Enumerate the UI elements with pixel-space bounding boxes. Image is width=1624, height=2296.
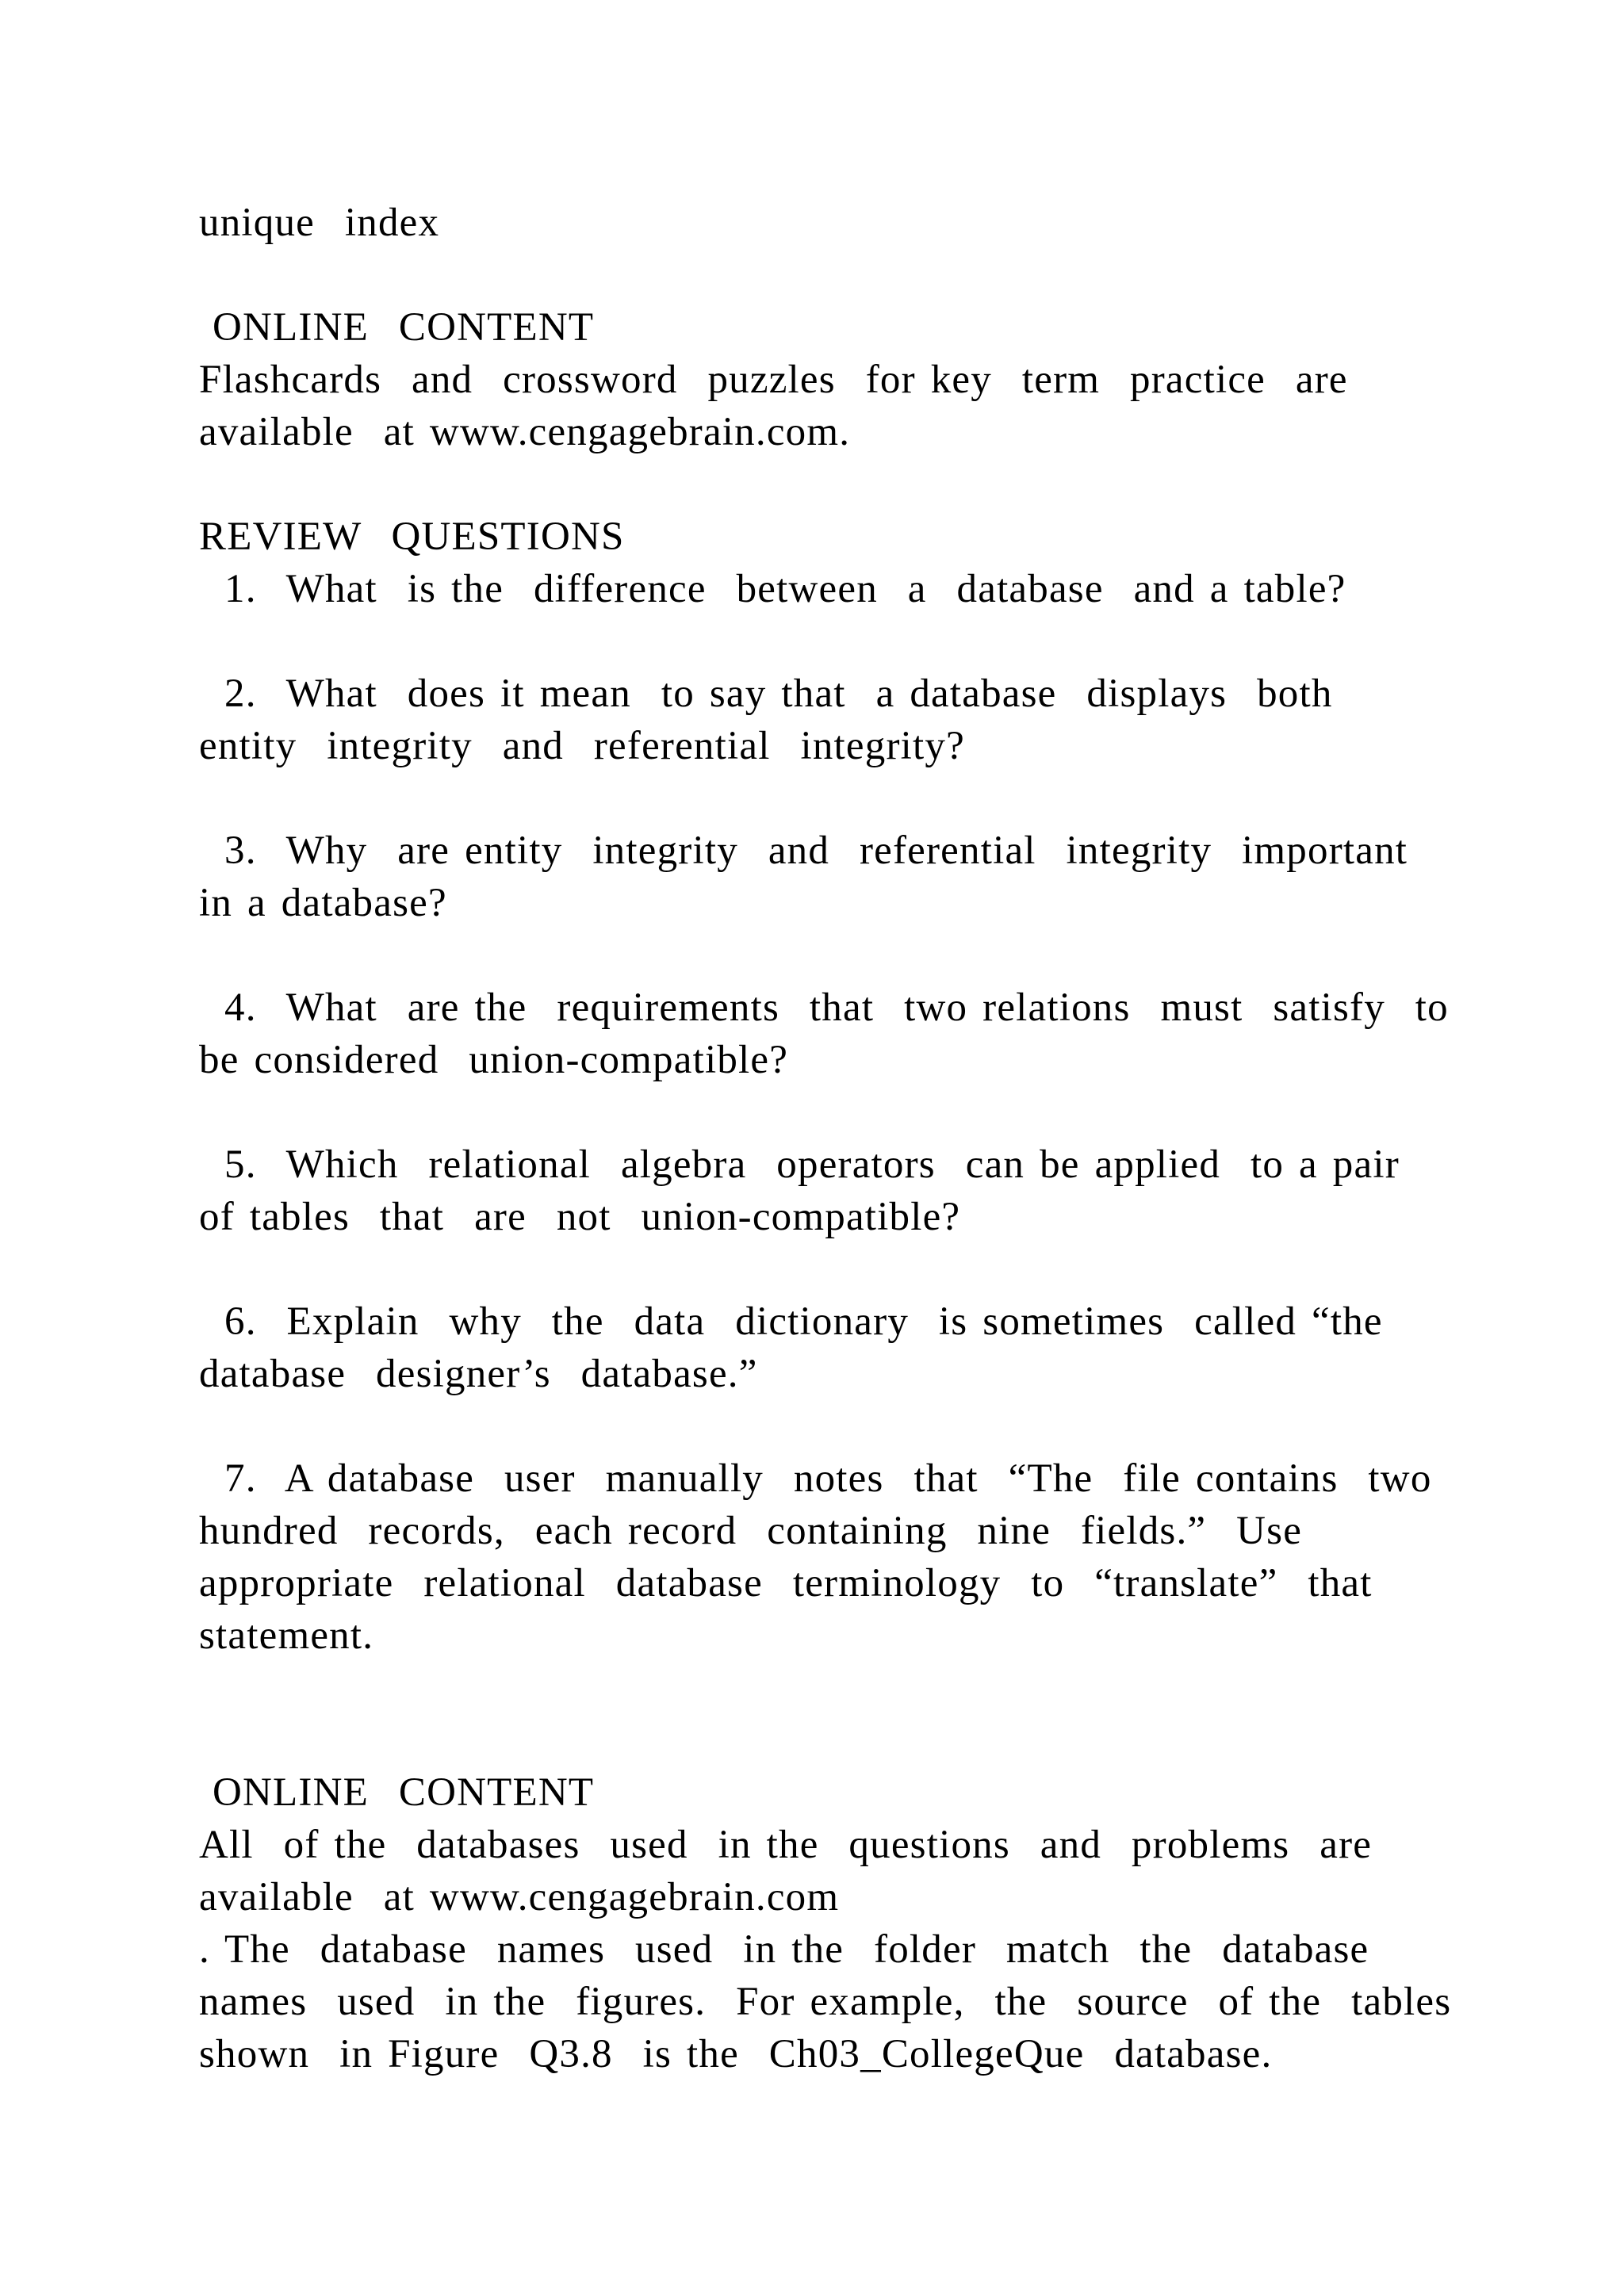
question-3-line-1: 3. Why are entity integrity and referential integrity important <box>224 828 1408 873</box>
online-content-1-line-2: available at www.cengagebrain.com. <box>199 410 851 454</box>
question-7-line-3: appropriate relational database terminology to “translate” that <box>199 1561 1373 1605</box>
question-7-line-4: statement. <box>199 1613 374 1658</box>
question-7-line-2: hundred records, each record containing nine fields.” Use <box>199 1509 1303 1553</box>
question-6-line-1: 6. Explain why the data dictionary is sometimes called “the <box>224 1299 1383 1344</box>
online-content-2-line-5: shown in Figure Q3.8 is the Ch03_CollegeQue database. <box>199 2032 1273 2076</box>
online-content-2-line-2: available at www.cengagebrain.com <box>199 1875 840 1919</box>
online-content-2-line-3: . The database names used in the folder match the database <box>199 1927 1369 1972</box>
online-content-heading-1: ONLINE CONTENT <box>213 305 595 350</box>
question-5-line-1: 5. Which relational algebra operators can be applied to a pair <box>224 1142 1400 1187</box>
question-6-line-2: database designer’s database.” <box>199 1352 758 1396</box>
online-content-1-line-1: Flashcards and crossword puzzles for key term practice are <box>199 358 1348 402</box>
question-3-line-2: in a database? <box>199 881 447 925</box>
question-2-line-1: 2. What does it mean to say that a database displays both <box>224 672 1333 716</box>
online-content-2-line-4: names used in the figures. For example, the source of the tables <box>199 1980 1452 2024</box>
online-content-2-line-1: All of the databases used in the questions and problems are <box>199 1823 1373 1867</box>
online-content-heading-2: ONLINE CONTENT <box>213 1770 595 1815</box>
question-2-line-2: entity integrity and referential integrity? <box>199 724 965 768</box>
question-4-line-2: be considered union-compatible? <box>199 1038 789 1082</box>
question-7-line-1: 7. A database user manually notes that “The file contains two <box>224 1456 1432 1501</box>
question-4-line-1: 4. What are the requirements that two relations must satisfy to <box>224 985 1449 1030</box>
question-5-line-2: of tables that are not union-compatible? <box>199 1195 961 1239</box>
question-1-line-1: 1. What is the difference between a database and a table? <box>224 567 1346 611</box>
review-questions-heading: REVIEW QUESTIONS <box>199 515 625 559</box>
key-term-unique-index: unique index <box>199 201 440 245</box>
